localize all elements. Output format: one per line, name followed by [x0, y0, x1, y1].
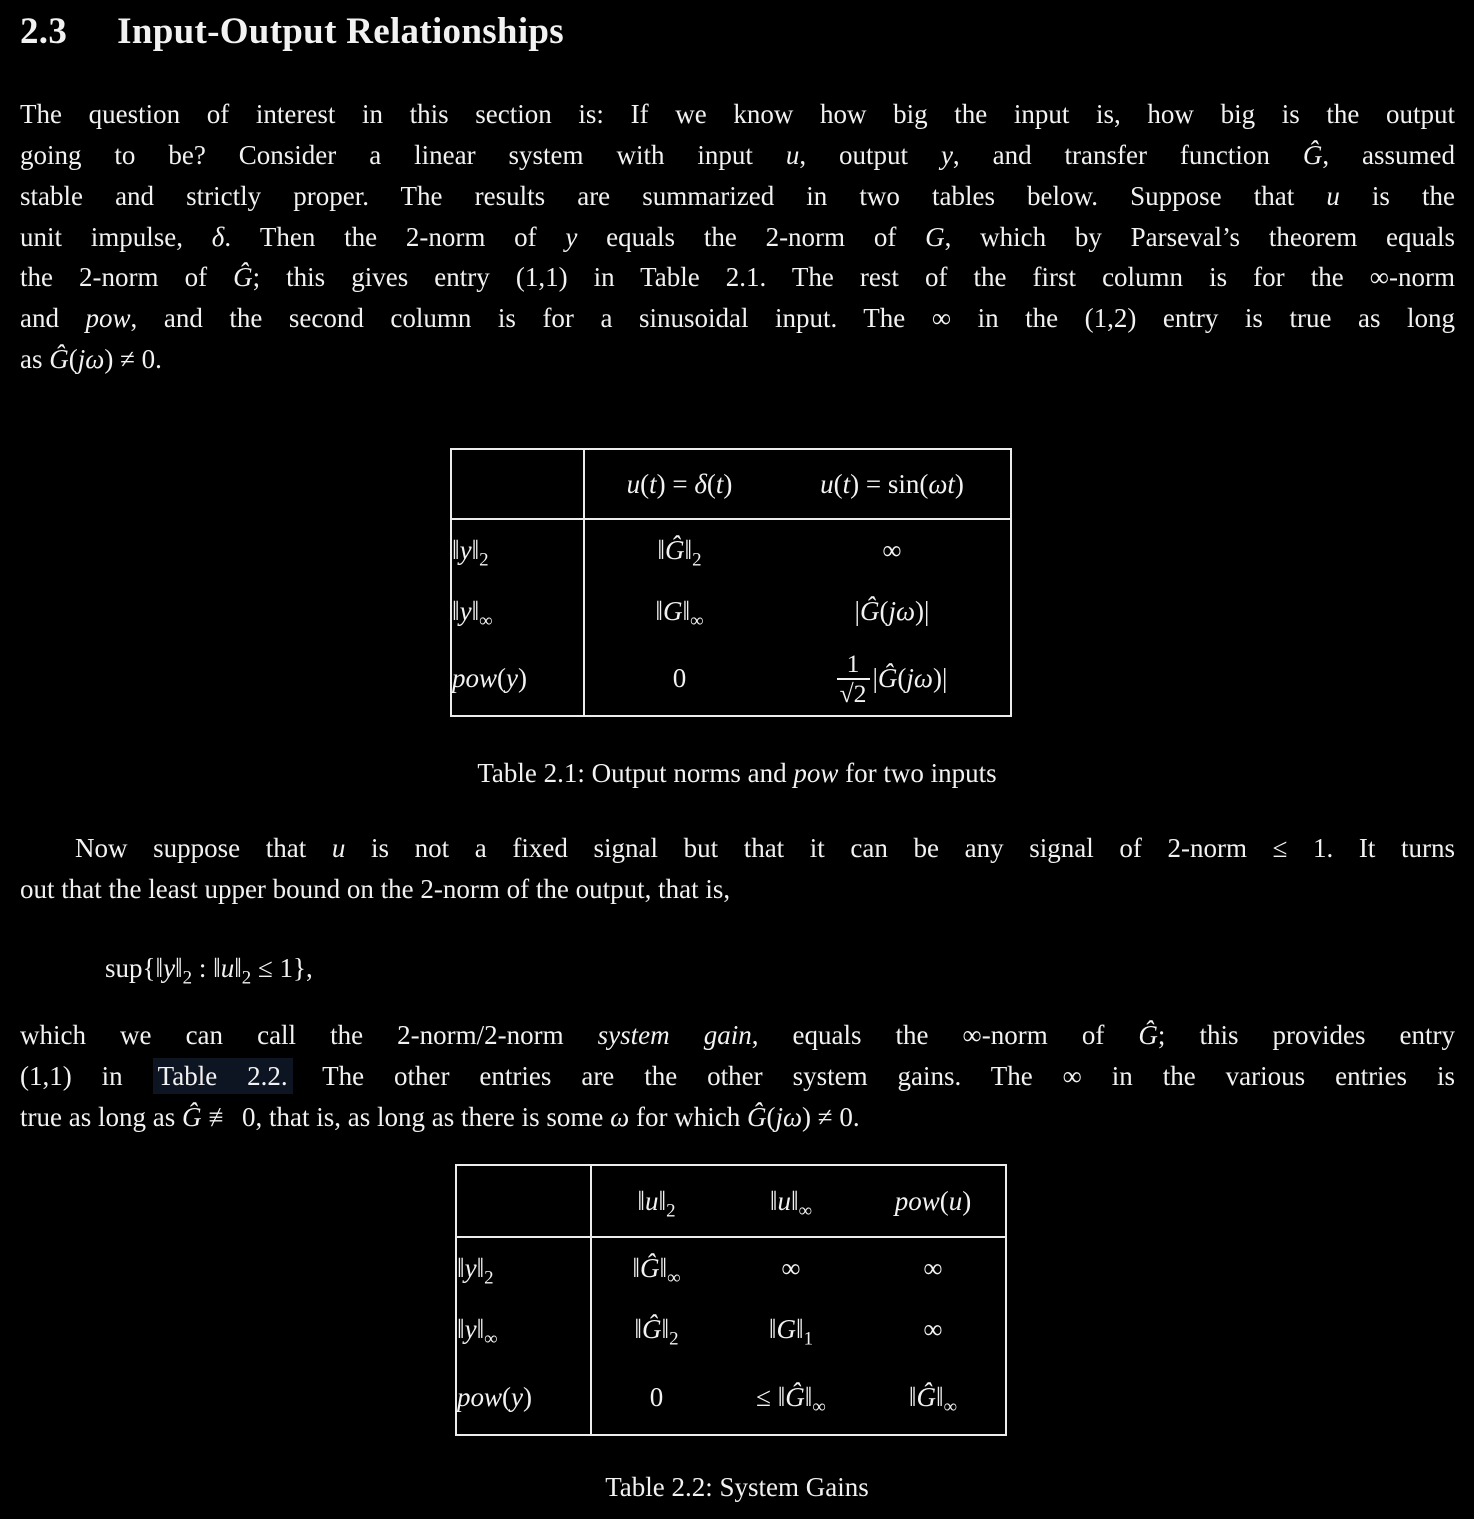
table-2-1-cell: $\frac{1}{√2}$ |Ĝ(jω)|	[774, 642, 1011, 716]
table-2-2-cell: ∞	[781, 1252, 801, 1283]
table-2-1-row-label: pow(y)	[451, 642, 584, 716]
text-line: unit impulse, δ. Then the 2-norm of y equals the 2-norm of G, which by Parseval’s theorem equals	[20, 221, 1456, 252]
text-line: the 2-norm of Ĝ; this gives entry (1,1) in Table 2.1. The rest of the first column is for the ∞-norm	[20, 262, 1455, 293]
table-2-1-column-header: u(t) = δ(t)	[584, 449, 774, 519]
text-line: going to be? Consider a linear system with input u, output y, and transfer function Ĝ, assumed	[20, 140, 1455, 171]
table-2-1-cell: 0	[672, 663, 687, 694]
paragraph-intro	[0, 94, 1474, 379]
table-2-2-cell: $‖G‖_1$	[768, 1313, 814, 1350]
table-2-1-row-label: $‖y‖_2$	[451, 519, 584, 580]
table-2-2-row-label: pow(y)	[456, 1360, 591, 1435]
table-2-1-corner-cell	[451, 449, 584, 519]
table-2-1-cell: $‖G‖_\infty$	[655, 595, 704, 632]
text-line: which we can call the 2-norm/2-norm system gain, equals the ∞-norm of Ĝ; this provides entry	[20, 1020, 1456, 1051]
display-equation: $sup\{‖y‖_2$ : $‖u‖_2 \le 1$},	[105, 953, 313, 989]
table-2-2-column-header: $‖u‖_\infty$	[721, 1165, 861, 1237]
table-2-1-wrapper	[450, 448, 1474, 717]
table-2-1-row-label: $‖y‖_\infty$	[451, 580, 584, 642]
table-2-1-cell: ∞	[882, 534, 902, 565]
table-2-2-cell: ∞	[923, 1252, 943, 1283]
section-title: Input-Output Relationships	[117, 11, 564, 52]
table-2-1-column-header: u(t) = sin(ωt)	[774, 449, 1011, 519]
section-heading	[0, 0, 1474, 54]
text-line: and pow, and the second column is for a sinusoidal input. The ∞ in the (1,2) entry is true as long	[20, 302, 1456, 333]
table-2-2-cell: $‖Ĝ‖_\infty$	[632, 1252, 681, 1289]
table-2-2-corner-cell	[456, 1165, 591, 1237]
text-line: true as long as Ĝ ≢ 0, that is, as long as there is some ω for which Ĝ(jω) ≠ 0.	[20, 1101, 860, 1132]
table-2-2-cell: $‖Ĝ‖_\infty$	[908, 1381, 958, 1418]
table-2-2-column-header: pow(u)	[861, 1165, 1006, 1237]
paragraph-2	[0, 828, 1474, 909]
table-2-2-caption: Table 2.2: System Gains	[605, 1472, 869, 1503]
table-2-2-cell: ∞	[923, 1313, 943, 1344]
table-2-2-row-label: $‖y‖_\infty$	[456, 1298, 591, 1360]
table-2-2-wrapper	[455, 1164, 1474, 1436]
table-2-1-cell: |Ĝ(jω)|	[854, 595, 930, 626]
table-2-2-column-header: $‖u‖_2$	[591, 1165, 721, 1237]
table-2-2-row-label: $‖y‖_2$	[456, 1237, 591, 1298]
table-2-1	[450, 448, 1012, 717]
table-2-2-cell: 0	[649, 1381, 664, 1412]
table-2-1-caption: Table 2.1: Output norms and pow for two inputs	[477, 758, 997, 789]
table-2-2-link[interactable]: Table 2.2.	[153, 1058, 293, 1094]
table-2-1-cell: $‖Ĝ‖_2$	[657, 534, 702, 571]
text-line: The question of interest in this section is: If we know how big the input is, how big is the output	[20, 99, 1455, 130]
text-line: Now suppose that u is not a fixed signal but that it can be any signal of 2-norm ≤ 1. It turns	[75, 833, 1456, 864]
text-line: stable and strictly proper. The results are summarized in two tables below. Suppose that u is the	[20, 180, 1455, 211]
table-2-2-cell: $‖Ĝ‖_2$	[634, 1313, 679, 1350]
paragraph-3	[0, 1015, 1474, 1137]
text-line: as Ĝ(jω) ≠ 0.	[20, 343, 162, 374]
table-2-2	[455, 1164, 1007, 1436]
text-line: out that the least upper bound on the 2-norm of the output, that is,	[20, 873, 731, 904]
text-line: (1,1) in Table 2.2. The other entries are the other system gains. The ∞ in the various entries is	[20, 1056, 1455, 1097]
table-2-2-cell: ≤ $‖Ĝ‖_\infty$	[756, 1381, 826, 1418]
section-number: 2.3	[20, 11, 68, 52]
